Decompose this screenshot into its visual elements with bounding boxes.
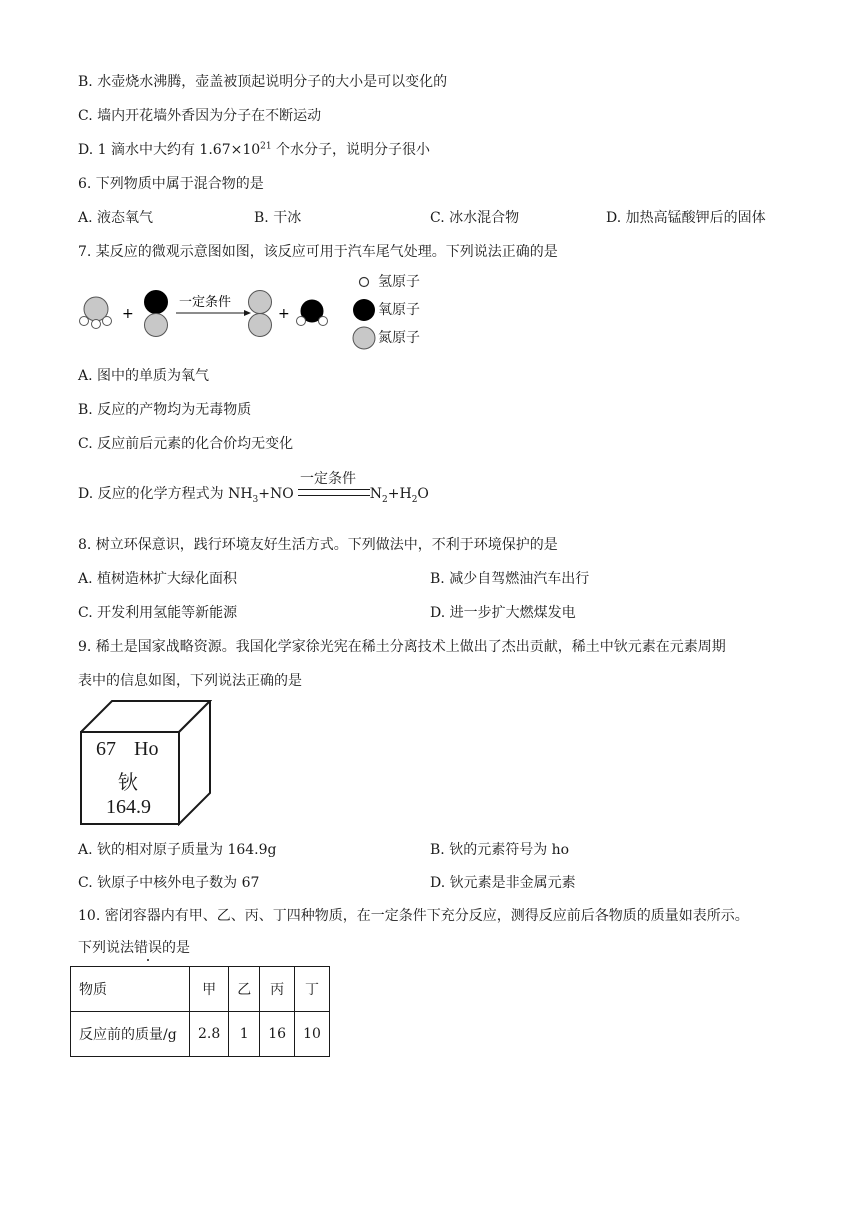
table-cell: 10 (295, 1012, 330, 1057)
hydrogen-atom-icon (354, 272, 374, 292)
q10-stem-line2 (78, 938, 190, 958)
element-symbol: Ho (134, 738, 159, 760)
q9-option-c: C. 钬原子中核外电子数为 67 (78, 875, 260, 891)
table-cell: 物质 (71, 967, 190, 1012)
table-cell: 丁 (295, 967, 330, 1012)
ammonia-molecule (80, 297, 112, 329)
legend-hydrogen-label: 氢原子 (378, 274, 420, 290)
table-cell: 丙 (260, 967, 295, 1012)
subscript: 3 (252, 494, 259, 505)
q6-option-c: C. 冰水混合物 (430, 210, 520, 226)
table-cell: 1 (229, 1012, 260, 1057)
q9-option-a: A. 钬的相对原子质量为 164.9g (78, 842, 277, 858)
element-name: 钬 (118, 772, 138, 794)
q10-stem-text-end: 的是 (162, 940, 190, 956)
q7-option-d-product: O (417, 486, 429, 502)
q7-option-d-product: +H (387, 486, 412, 502)
q7-option-d-product: N (369, 486, 382, 502)
q8-stem: 8. 树立环保意识，践行环境友好生活方式。下列做法中，不利于环境保护的是 (78, 537, 558, 553)
q6-option-d: D. 加热高锰酸钾后的固体 (606, 210, 766, 226)
q10-stem-line1: 10. 密闭容器内有甲、乙、丙、丁四种物质，在一定条件下充分反应，测得反应前后各物质的质量如表所示。 (78, 908, 749, 924)
nitric-oxide-molecule (145, 291, 168, 337)
q9-option-b: B. 钬的元素符号为 ho (430, 842, 570, 858)
table-cell: 反应前的质量/g (71, 1012, 190, 1057)
q8-option-c: C. 开发利用氢能等新能源 (78, 605, 238, 621)
q6-option-a: A. 液态氧气 (78, 210, 154, 226)
q7-option-d-text: D. 反应的化学方程式为 NH (78, 486, 253, 502)
plus-sign: + (278, 306, 290, 322)
element-atomic-mass: 164.9 (106, 796, 151, 818)
legend-oxygen-label: 氧原子 (378, 302, 420, 318)
table-cell: 甲 (190, 967, 229, 1012)
q7-option-d (78, 484, 429, 504)
q6-stem: 6. 下列物质中属于混合物的是 (78, 176, 264, 192)
q7-option-a: A. 图中的单质为氧气 (78, 368, 210, 384)
table-row (71, 967, 330, 1012)
table-row (71, 1012, 330, 1057)
q9-stem-line1: 9. 稀土是国家战略资源。我国化学家徐光宪在稀土分离技术上做出了杰出贡献，稀土中钬元素在元素周期 (78, 639, 726, 655)
element-atomic-number: 67 (96, 738, 116, 760)
oxygen-atom-icon (352, 298, 376, 322)
q7-option-d-reactant: +NO (258, 486, 294, 502)
q9-stem-line2: 表中的信息如图，下列说法正确的是 (78, 673, 302, 689)
subscript: 2 (382, 494, 388, 505)
q8-option-b: B. 减少自驾燃油汽车出行 (430, 571, 590, 587)
reaction-condition: 一定条件 (179, 295, 232, 310)
nitrogen-atom-icon (352, 326, 376, 350)
q5-option-b: B. 水壶烧水沸腾，壶盖被顶起说明分子的大小是可以变化的 (78, 74, 448, 90)
plus-sign: + (122, 306, 134, 322)
table-cell: 2.8 (190, 1012, 229, 1057)
legend-nitrogen-label: 氮原子 (378, 330, 420, 346)
q10-stem-text: 下列说法 (78, 940, 134, 956)
q8-option-d: D. 进一步扩大燃煤发电 (430, 605, 576, 621)
q7-stem: 7. 某反应的微观示意图如图，该反应可用于汽车尾气处理。下列说法正确的是 (78, 244, 558, 260)
table-cell: 16 (260, 1012, 295, 1057)
q9-option-d: D. 钬元素是非金属元素 (430, 875, 576, 891)
q5-option-d-exponent: 21 (260, 141, 272, 152)
equation-equals-sign (298, 489, 370, 496)
mass-table (70, 966, 330, 1057)
equation-condition: 一定条件 (300, 471, 356, 487)
q8-option-a: A. 植树造林扩大绿化面积 (78, 571, 238, 587)
q7-option-c: C. 反应前后元素的化合价均无变化 (78, 436, 294, 452)
table-cell: 乙 (229, 967, 260, 1012)
q10-stem-emphasis: 错误 (134, 940, 162, 956)
subscript: 2 (411, 494, 418, 505)
reaction-diagram (76, 274, 336, 344)
q5-option-d (78, 140, 430, 160)
q6-option-b: B. 干冰 (254, 210, 302, 226)
q7-option-b: B. 反应的产物均为无毒物质 (78, 402, 252, 418)
q5-option-d-tail: 个水分子，说明分子很小 (271, 142, 431, 158)
q5-option-d-text: D. 1 滴水中大约有 1.67×10 (78, 142, 261, 158)
reaction-arrow-head (244, 310, 251, 316)
nitrogen-molecule (249, 291, 272, 337)
water-molecule (297, 300, 328, 326)
q5-option-c: C. 墙内开花墙外香因为分子在不断运动 (78, 108, 322, 124)
